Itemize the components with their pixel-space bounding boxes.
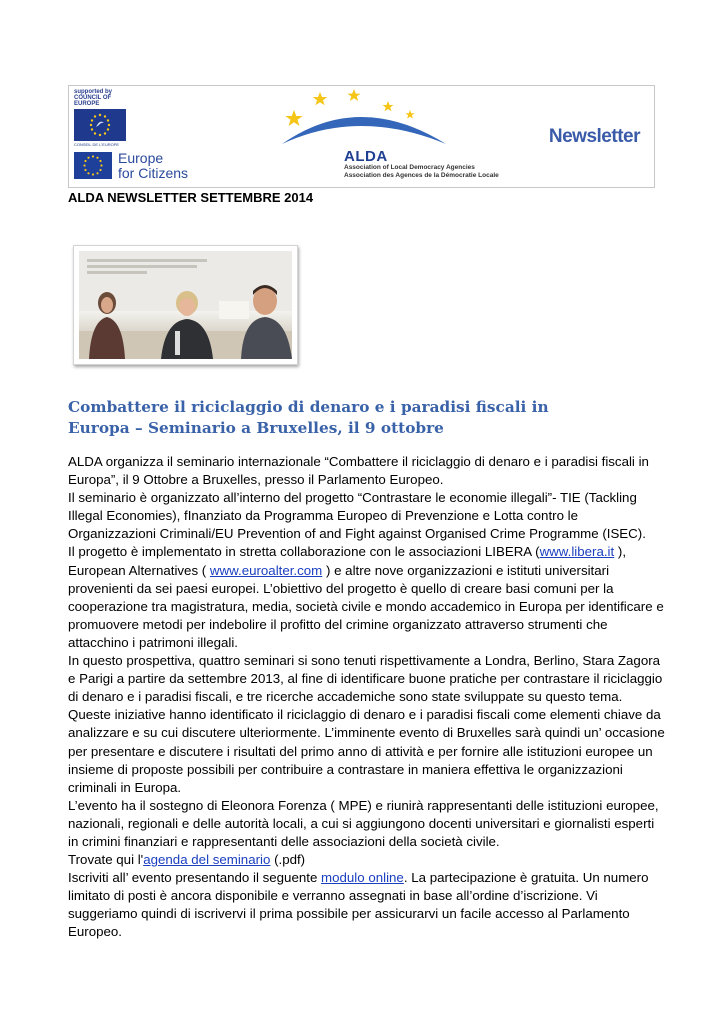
- coe-supported-by: supported by: [74, 89, 113, 95]
- alda-logo: [274, 86, 499, 187]
- coe-caption: CONSEIL DE L'EUROPE: [74, 142, 120, 147]
- seminar-photo-image: [79, 251, 292, 359]
- efc-label: [118, 151, 188, 181]
- euroalter-link[interactable]: www.euroalter.com: [209, 562, 323, 578]
- alda-arc-stars-icon: [274, 86, 464, 150]
- partners-text-1: Il progetto è implementato in stretta collaborazione con le associazioni LIBERA (: [68, 544, 540, 560]
- europe-for-citizens-logo: [74, 150, 234, 182]
- seminar-photo: [73, 245, 298, 365]
- alda-subtitle-fr: Association des Agences de la Démocratie Locale: [344, 172, 499, 179]
- newsletter-banner: [68, 85, 655, 188]
- paragraph-seminars: In questo prospettiva, quattro seminari si sono tenuti rispettivamente a Londra, Berlino, Stara Zagora e Parigi a partire da settembre 2013, al fine di identificare buone pratiche per contrastare il riciclaggio di denaro e i paradisi fiscali, e tre ricerche accademiche sono state sviluppate su questo tema. Queste iniziative hanno identificato il riciclaggio di denaro e i paradisi fiscali come elementi chiave da analizzare e su cui discutere ulteriormente. L’imminente evento di Bruxelles sarà quindi un’ occasione per presentare e discutere i risultati del primo anno di attività e per fornire alle istituzioni europee un insieme di proposte possibili per contribuire a contrastare in maniera effettiva le organizzazioni criminali in Europa.: [68, 653, 665, 795]
- agenda-text-2: (.pdf): [270, 852, 306, 868]
- coe-flag-icon: [74, 109, 126, 141]
- paragraph-intro: ALDA organizza il seminario internazionale “Combattere il riciclaggio di denaro e i paradisi fiscali in Europa”, il 9 Ottobre a Bruxelles, presso il Parlamento Europeo.: [68, 454, 649, 488]
- alda-name: ALDA: [344, 148, 388, 165]
- newsletter-label: Newsletter: [548, 126, 640, 147]
- libera-link[interactable]: www.libera.it: [539, 544, 615, 560]
- agenda-link[interactable]: agenda del seminario: [143, 852, 271, 868]
- article-body: [68, 453, 668, 942]
- coe-name: COUNCIL OF EUROPE: [74, 95, 112, 107]
- register-text-1: Iscriviti all’ evento presentando il seguente: [68, 870, 322, 886]
- paragraph-partners: [68, 543, 668, 652]
- alda-subtitle-en: Association of Local Democracy Agencies: [344, 164, 475, 171]
- council-of-europe-logo: [74, 89, 130, 147]
- paragraph-agenda: [68, 851, 668, 869]
- efc-line-2: for Citizens: [118, 165, 189, 181]
- paragraph-register: [68, 869, 668, 941]
- register-text-2: . La partecipazione è gratuita. Un numero limitato di posti è ancora disponibile e verranno assegnati in base all’ordine d’iscrizione. Vi suggeriamo quindi di iscrivervi il prima possibile per assicurarvi un facile accesso al Parlamento Europeo.: [68, 870, 649, 940]
- agenda-text-1: Trovate qui l': [68, 852, 144, 868]
- paragraph-support: L’evento ha il sostegno di Eleonora Forenza ( MPE) e riunirà rappresentanti delle istituzioni europee, nazionali, regionali e delle autorità locali, a cui si aggiungono docenti universitari e giornalisti esperti in crimini finanziari e rappresentanti delle associazioni della società civile.: [68, 797, 659, 849]
- paragraph-project: Il seminario è organizzato all’interno del progetto “Contrastare le economie illegali”- TIE (Tackling Illegal Economies), fInanziato da Programma Europeo di Prevenzione e Lotta contro le Organizzazioni Criminali/EU Prevention of and Fight against Organised Crime Programme (ISEC).: [68, 490, 646, 542]
- registration-form-link[interactable]: modulo online: [321, 870, 404, 886]
- efc-line-1: Europe: [118, 150, 164, 166]
- alda-subtitle: [344, 164, 499, 180]
- partners-text-2: ), European Alternatives (: [68, 544, 627, 578]
- partners-text-3: ) e altre nove organizzazioni e istituti universitari provenienti da sei paesi europei. L’obiettivo del progetto è quello di creare basi comuni per la cooperazione tra magistratura, media, società civile e mondo accademico in Europa per identificare e promuovere metodi per indebolire il profitto del crimine organizzato attraverso strumenti che attacchino i patrimoni illegali.: [68, 562, 664, 650]
- eu-flag-icon: [74, 152, 112, 179]
- panel-speakers-image: [79, 251, 292, 359]
- issue-title: ALDA NEWSLETTER SETTEMBRE 2014: [68, 190, 314, 205]
- article-title: Combattere il riciclaggio di denaro e i paradisi fiscali in Europa – Seminario a Bruxelles, il 9 ottobre: [68, 398, 549, 437]
